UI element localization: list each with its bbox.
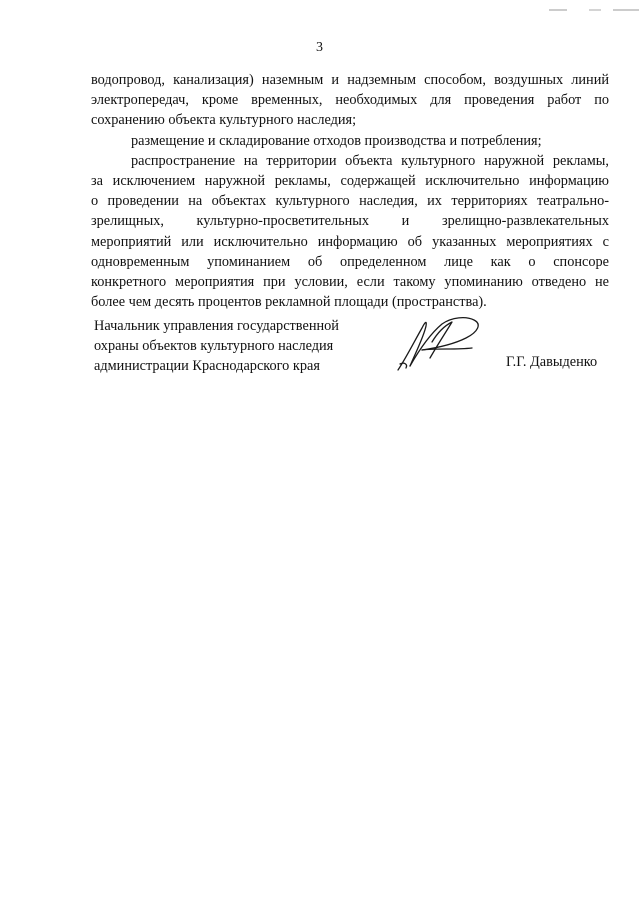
text-line: о проведении на объектах культурного наследия, их территориях театрально- xyxy=(91,193,609,210)
signer-position-line: администрации Краснодарского края xyxy=(94,358,320,375)
text-line: размещение и складирование отходов производства и потребления; xyxy=(131,132,542,149)
text-line: за исключением наружной рекламы, содержащей исключительно информацию xyxy=(91,172,609,189)
text-line: электропередач, кроме временных, необходимых для проведения работ по xyxy=(91,92,609,109)
signer-position xyxy=(94,316,339,377)
text-line: более чем десять процентов рекламной площади (пространства). xyxy=(91,294,487,311)
document-body xyxy=(91,70,609,312)
text-line: конкретного мероприятия при условии, если такому упоминанию отведено не xyxy=(91,273,609,290)
text-line: распространение на территории объекта культурного наружной рекламы, xyxy=(131,152,609,169)
signatory-name: Г.Г. Давыденко xyxy=(506,354,598,370)
text-line: одновременным упоминанием об определенном лице как о спонсоре xyxy=(91,253,609,270)
signer-position-line: Начальник управления государственной xyxy=(94,318,339,334)
handwritten-signature-icon xyxy=(392,312,492,376)
page-number: 3 xyxy=(316,40,323,55)
signer-position-line: охраны объектов культурного наследия xyxy=(94,338,334,355)
text-line: мероприятий или исключительно информацию об указанных мероприятиях с xyxy=(91,233,609,250)
text-line: зрелищных, культурно-просветительных и зрелищно-развлекательных xyxy=(91,213,609,230)
text-line: водопровод, канализация) наземным и надземным способом, воздушных линий xyxy=(91,72,609,88)
scan-edge-mark xyxy=(549,0,639,4)
text-line: сохранению объекта культурного наследия; xyxy=(91,112,357,129)
